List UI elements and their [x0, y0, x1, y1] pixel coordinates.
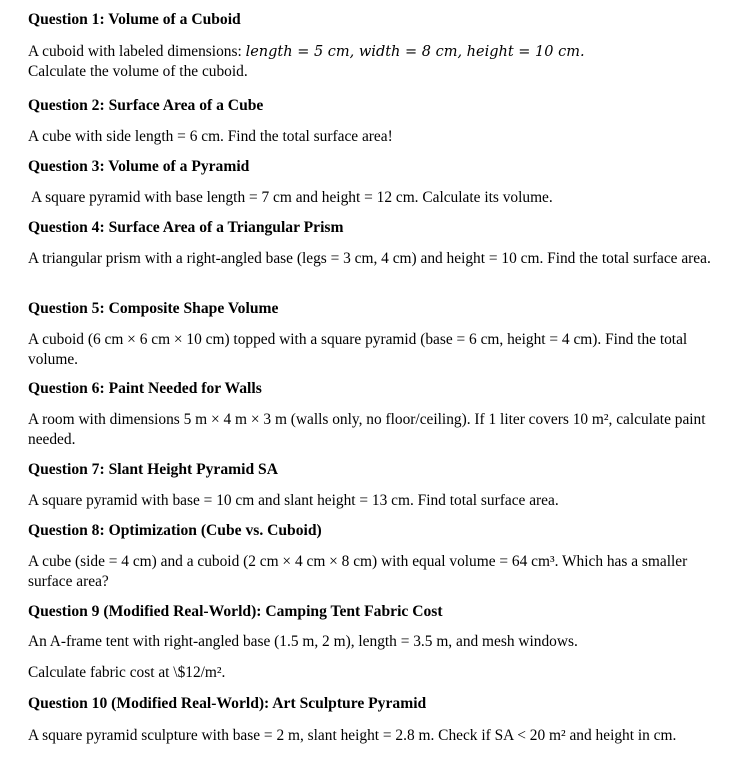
- question-8-text: A cube (side = 4 cm) and a cuboid (2 cm × 4 cm × 8 cm) with equal volume = 64 cm³. Which has a smaller surface area?: [28, 553, 688, 590]
- question-10-title: Question 10 (Modified Real-World): Art Sculpture Pyramid: [28, 695, 427, 712]
- question-3-title: Question 3: Volume of a Pyramid: [28, 158, 250, 175]
- question-8-title: Question 8: Optimization (Cube vs. Cuboid): [28, 522, 322, 539]
- question-6-title: Question 6: Paint Needed for Walls: [28, 380, 262, 397]
- question-6-text: A room with dimensions 5 m × 4 m × 3 m (walls only, no floor/ceiling). If 1 liter covers 10 m², calculate paint needed.: [28, 411, 706, 448]
- question-1-instruction: Calculate the volume of the cuboid.: [28, 63, 248, 80]
- question-1-dimensions: length = 5 cm, width = 8 cm, height = 10 cm.: [245, 44, 585, 60]
- question-4-title: Question 4: Surface Area of a Triangular Prism: [28, 219, 344, 236]
- question-5-text: A cuboid (6 cm × 6 cm × 10 cm) topped with a square pyramid (base = 6 cm, height = 4 cm). Find the total volume.: [28, 331, 688, 368]
- question-5-title: Question 5: Composite Shape Volume: [28, 300, 279, 317]
- question-2-text: A cube with side length = 6 cm. Find the total surface area!: [28, 128, 393, 145]
- question-7-text: A square pyramid with base = 10 cm and slant height = 13 cm. Find total surface area.: [28, 492, 559, 509]
- question-9-cost-text: Calculate fabric cost at \$12/m².: [28, 664, 226, 681]
- question-1-title: Question 1: Volume of a Cuboid: [28, 11, 241, 28]
- question-10-text: A square pyramid sculpture with base = 2 m, slant height = 2.8 m. Check if SA < 20 m² and height in cm.: [28, 727, 677, 744]
- question-9-text: An A-frame tent with right-angled base (1.5 m, 2 m), length = 3.5 m, and mesh windows.: [28, 633, 578, 650]
- question-3-text: A square pyramid with base length = 7 cm and height = 12 cm. Calculate its volume.: [31, 189, 553, 206]
- question-7-title: Question 7: Slant Height Pyramid SA: [28, 461, 278, 478]
- question-4-text: A triangular prism with a right-angled base (legs = 3 cm, 4 cm) and height = 10 cm. Find the total surface area.: [28, 250, 711, 267]
- question-2-title: Question 2: Surface Area of a Cube: [28, 97, 264, 114]
- question-9-title: Question 9 (Modified Real-World): Camping Tent Fabric Cost: [28, 603, 443, 620]
- question-1-text: [28, 42, 718, 82]
- question-1-lead: A cuboid with labeled dimensions:: [28, 43, 246, 60]
